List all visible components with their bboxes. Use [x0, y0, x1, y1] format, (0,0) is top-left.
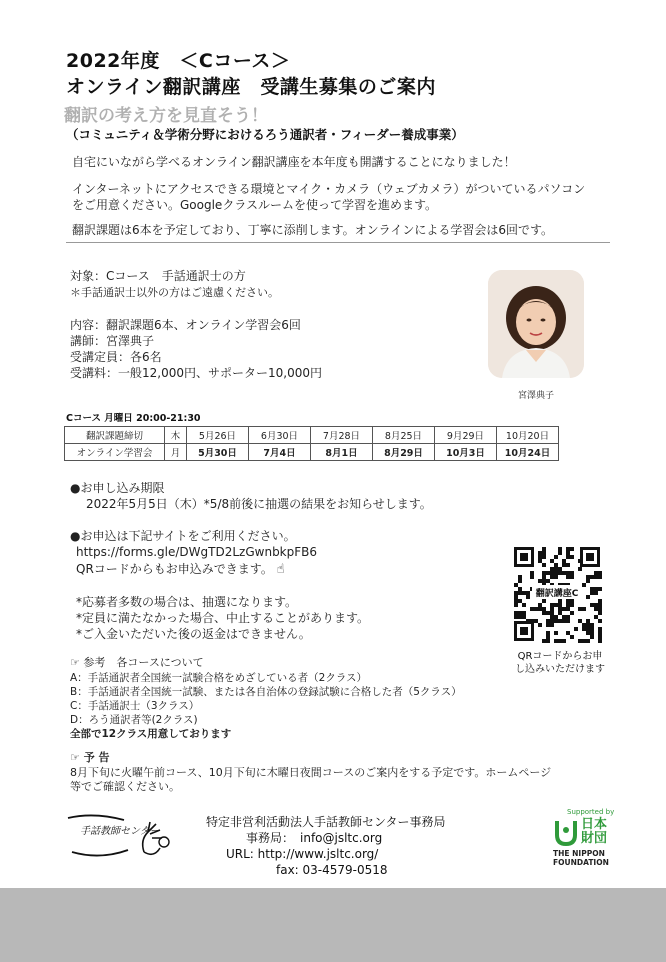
qr-module: [562, 639, 566, 643]
date-cell: 5月30日: [187, 444, 249, 461]
nippon-foundation-logo: [553, 808, 643, 878]
qr-module: [558, 611, 562, 615]
page-title: 2022年度 ＜Cコース＞: [66, 50, 291, 72]
qr-module: [546, 623, 550, 627]
qr-module: [558, 603, 562, 607]
qr-module: [566, 603, 570, 607]
qr-module: [558, 551, 562, 555]
qr-module: [558, 547, 562, 551]
qr-module: [578, 567, 582, 571]
qr-module: [582, 607, 586, 611]
date-cell: 7月4日: [249, 444, 311, 461]
qr-module: [542, 571, 546, 575]
nf-en-line2: FOUNDATION: [553, 858, 609, 867]
intro-paragraph-2-line1: インターネットにアクセスできる環境とマイク・カメラ（ウェブカメラ）がついているパソコン: [72, 182, 586, 196]
qr-module: [530, 607, 534, 611]
qr-module: [598, 571, 602, 575]
qr-module: [546, 571, 550, 575]
qr-module: [578, 559, 582, 563]
qr-module: [546, 635, 550, 639]
target-note: ＊手話通訳士以外の方はご遠慮ください。: [70, 286, 279, 299]
row-label: 翻訳課題締切: [65, 427, 165, 444]
qr-module: [594, 575, 598, 579]
qr-module: [594, 603, 598, 607]
qr-module: [558, 599, 562, 603]
qr-module: [522, 591, 526, 595]
qr-module: [594, 615, 598, 619]
capacity-text: 受講定員：各6名: [70, 350, 162, 364]
date-cell: 8月1日: [311, 444, 373, 461]
qr-module: [570, 611, 574, 615]
qr-module: [598, 635, 602, 639]
photo-caption: 宮澤典子: [517, 391, 554, 401]
qr-module: [526, 591, 530, 595]
qr-module: [594, 587, 598, 591]
qr-module: [586, 575, 590, 579]
nf-jp-line2: 財団: [581, 831, 608, 846]
qr-code[interactable]: [512, 545, 602, 643]
qr-module: [550, 603, 554, 607]
qr-module: [538, 551, 542, 555]
qr-module: [586, 619, 590, 623]
qr-module: [598, 607, 602, 611]
qr-module: [534, 607, 538, 611]
qr-module: [598, 575, 602, 579]
qr-module: [582, 623, 586, 627]
table-row: [65, 427, 559, 444]
qr-module: [526, 595, 530, 599]
qr-module: [590, 627, 594, 631]
qr-module: [586, 627, 590, 631]
qr-module: [598, 599, 602, 603]
qr-module: [550, 611, 554, 615]
qr-module: [546, 619, 550, 623]
qr-module: [538, 623, 542, 627]
qr-module: [546, 639, 550, 643]
lecturer-text: 講師：宮澤典子: [70, 334, 155, 348]
qr-module: [554, 575, 558, 579]
qr-module: [566, 551, 570, 555]
qr-module: [586, 623, 590, 627]
date-cell: 8月29日: [373, 444, 435, 461]
qr-module: [522, 611, 526, 615]
qr-module: [590, 603, 594, 607]
qr-module: [554, 571, 558, 575]
qr-module: [538, 607, 542, 611]
qr-module: [586, 639, 590, 643]
qr-instruction: [76, 561, 285, 578]
qr-module: [518, 579, 522, 583]
schedule-table: [64, 426, 559, 461]
qr-module: [550, 567, 554, 571]
qr-module: [514, 615, 518, 619]
qr-module: [562, 559, 566, 563]
notice-heading: [70, 751, 110, 765]
qr-module: [570, 547, 574, 551]
pointing-hand-icon: ☝: [276, 562, 285, 577]
qr-module: [562, 563, 566, 567]
office-email[interactable]: 事務局： info@jsltc.org: [246, 831, 383, 845]
qr-module: [538, 555, 542, 559]
qr-module: [594, 591, 598, 595]
logo-text: 手話教師センター: [80, 826, 160, 837]
qr-module: [538, 603, 542, 607]
qr-module: [518, 587, 522, 591]
qr-module: [558, 607, 562, 611]
qr-module: [570, 635, 574, 639]
qr-module: [514, 591, 518, 595]
qr-module: [554, 603, 558, 607]
qr-instruction-text: QRコードからもお申込みできます。: [76, 562, 273, 576]
lecturer-photo: [488, 270, 584, 378]
page-title-line2: オンライン翻訳講座 受講生募集のご案内: [66, 76, 436, 98]
note-3: *ご入金いただいた後の返金はできません。: [76, 627, 311, 641]
schedule-title: Cコース 月曜日 20:00-21:30: [66, 413, 201, 424]
intro-paragraph-1: 自宅にいながら学べるオンライン翻訳講座を本年度も開講することになりました！: [72, 155, 516, 169]
qr-module: [558, 571, 562, 575]
date-cell: 9月29日: [435, 427, 497, 444]
qr-module: [590, 587, 594, 591]
qr-module: [530, 571, 534, 575]
qr-module: [598, 603, 602, 607]
subtitle: （コミュニティ＆学術分野におけるろう通訳者・フィーダー養成事業）: [66, 127, 464, 142]
qr-module: [578, 639, 582, 643]
note-2: *定員に満たなかった場合、中止することがあります。: [76, 611, 370, 625]
apply-url-link[interactable]: https://forms.gle/DWgTD2LzGwnbkpFB6: [76, 545, 318, 559]
qr-module: [570, 599, 574, 603]
qr-module: [586, 579, 590, 583]
qr-module: [542, 607, 546, 611]
course-d: D：ろう通訳者等(2クラス): [70, 714, 198, 726]
qr-module: [546, 579, 550, 583]
qr-module: [570, 603, 574, 607]
qr-module: [554, 631, 558, 635]
qr-module: [542, 579, 546, 583]
qr-module: [534, 619, 538, 623]
qr-module: [578, 607, 582, 611]
qr-module: [550, 571, 554, 575]
qr-module: [542, 555, 546, 559]
qr-module: [550, 619, 554, 623]
qr-module: [582, 639, 586, 643]
qr-module: [522, 603, 526, 607]
nf-mark-icon: [553, 817, 579, 847]
qr-module: [550, 559, 554, 563]
qr-module: [542, 575, 546, 579]
qr-module: [590, 591, 594, 595]
qr-module: [570, 571, 574, 575]
qr-module: [598, 631, 602, 635]
qr-module: [594, 607, 598, 611]
note-1: *応募者多数の場合は、抽選になります。: [76, 595, 298, 609]
fax-number: fax: 03-4579-0518: [276, 863, 388, 877]
date-cell: 5月26日: [187, 427, 249, 444]
qr-module: [542, 563, 546, 567]
date-cell: 10月20日: [497, 427, 559, 444]
qr-caption: [510, 650, 610, 676]
qr-module: [518, 575, 522, 579]
qr-module: [590, 623, 594, 627]
qr-module: [514, 599, 518, 603]
qr-module: [586, 631, 590, 635]
nf-jp-line1: 日本: [581, 817, 608, 832]
qr-module: [566, 555, 570, 559]
qr-module: [598, 627, 602, 631]
qr-module: [514, 583, 518, 587]
qr-module: [598, 611, 602, 615]
courses-heading-text: 参考 各コースについて: [83, 656, 204, 669]
course-c: C：手話通訳士（3クラス）: [70, 700, 200, 712]
qr-module: [522, 615, 526, 619]
qr-module: [590, 575, 594, 579]
deadline-heading: ●お申し込み期限: [70, 481, 165, 495]
qr-module: [530, 575, 534, 579]
row-label: オンライン学習会: [65, 444, 165, 461]
qr-module: [542, 551, 546, 555]
qr-module: [566, 631, 570, 635]
qr-module: [566, 619, 570, 623]
pointing-hand-icon: ☞: [70, 751, 80, 764]
notice-heading-text: 予 告: [83, 751, 110, 764]
notice-line2: 等でご確認ください。: [70, 780, 180, 793]
intro-paragraph-2-line2: をご用意ください。Googleクラスルームを使って学習を進めます。: [72, 198, 437, 212]
date-cell: 8月25日: [373, 427, 435, 444]
date-cell: 10月3日: [435, 444, 497, 461]
qr-module: [538, 559, 542, 563]
qr-module: [558, 619, 562, 623]
qr-module: [542, 547, 546, 551]
qr-label: 翻訳講座C: [535, 589, 579, 599]
content-text: 内容：翻訳課題6本、オンライン学習会6回: [70, 318, 301, 332]
qr-module: [566, 547, 570, 551]
row-day: 木: [165, 427, 187, 444]
bottom-band: [0, 888, 666, 962]
course-b: B：手話通訳者全国統一試験、または各自治体の登録試験に合格した者（5クラス）: [70, 686, 462, 698]
qr-caption-line2: し込みいただけます: [515, 664, 605, 675]
qr-module: [554, 615, 558, 619]
course-a: A：手話通訳者全国統一試験合格をめざしている者（2クラス）: [70, 672, 368, 684]
qr-module: [554, 639, 558, 643]
qr-module: [542, 611, 546, 615]
qr-module: [586, 595, 590, 599]
qr-module: [566, 599, 570, 603]
target-text: 対象：Cコース 手話通訳士の方: [70, 269, 246, 283]
qr-module: [582, 583, 586, 587]
qr-module: [542, 599, 546, 603]
intro-paragraph-2: [72, 181, 612, 213]
qr-module: [554, 619, 558, 623]
jsltc-logo: [64, 808, 174, 868]
qr-module: [550, 575, 554, 579]
qr-module: [558, 567, 562, 571]
qr-module: [570, 555, 574, 559]
row-day: 月: [165, 444, 187, 461]
org-name: 特定非営利活動法人手話教師センター事務局: [206, 815, 446, 829]
qr-module: [538, 579, 542, 583]
catchphrase: 翻訳の考え方を見直そう！: [64, 106, 268, 126]
qr-module: [590, 631, 594, 635]
courses-heading: [70, 656, 204, 670]
qr-module: [554, 555, 558, 559]
qr-module: [546, 611, 550, 615]
qr-module: [514, 611, 518, 615]
courses-total: 全部で12クラス用意しております: [70, 728, 232, 740]
intro-paragraph-3: 翻訳課題は6本を予定しており、丁寧に添削します。オンラインによる学習会は6回です。: [72, 223, 553, 237]
date-cell: 6月30日: [249, 427, 311, 444]
apply-heading: ●お申込は下記サイトをご利用ください。: [70, 529, 296, 543]
qr-module: [546, 631, 550, 635]
qr-module: [590, 635, 594, 639]
qr-module: [558, 639, 562, 643]
qr-module: [562, 619, 566, 623]
qr-module: [598, 619, 602, 623]
qr-module: [594, 571, 598, 575]
qr-module: [578, 619, 582, 623]
qr-module: [518, 615, 522, 619]
qr-module: [542, 639, 546, 643]
qr-caption-line1: QRコードからお申: [517, 651, 603, 662]
qr-module: [598, 639, 602, 643]
qr-module: [566, 563, 570, 567]
deadline-text: 2022年5月5日（木）*5/8前後に抽選の結果をお知らせします。: [86, 497, 432, 511]
qr-module: [518, 591, 522, 595]
qr-module: [566, 607, 570, 611]
qr-module: [530, 619, 534, 623]
qr-module: [562, 571, 566, 575]
qr-module: [514, 603, 518, 607]
fee-text: 受講料：一般12,000円、サポーター10,000円: [70, 366, 322, 380]
qr-module: [550, 623, 554, 627]
qr-module: [554, 567, 558, 571]
qr-module: [554, 563, 558, 567]
divider: [66, 242, 610, 243]
website-link[interactable]: URL: http://www.jsltc.org/: [226, 847, 379, 861]
date-cell: 10月24日: [497, 444, 559, 461]
pointing-hand-icon: ☞: [70, 656, 80, 669]
qr-module: [562, 615, 566, 619]
qr-module: [566, 615, 570, 619]
qr-module: [562, 607, 566, 611]
qr-module: [598, 587, 602, 591]
qr-module: [514, 595, 518, 599]
qr-module: [550, 607, 554, 611]
table-row: [65, 444, 559, 461]
qr-module: [518, 611, 522, 615]
qr-module: [574, 627, 578, 631]
qr-module: [526, 619, 530, 623]
qr-module: [518, 599, 522, 603]
qr-module: [566, 571, 570, 575]
date-cell: 7月28日: [311, 427, 373, 444]
nf-en-line1: THE NIPPON: [553, 849, 605, 858]
notice-line1: 8月下旬に火曜午前コース、10月下旬に木曜日夜間コースのご案内をする予定です。ホームページ: [70, 766, 552, 779]
qr-module: [550, 615, 554, 619]
qr-module: [570, 575, 574, 579]
qr-module: [566, 575, 570, 579]
qr-module: [582, 627, 586, 631]
supported-by-text: Supported by: [567, 808, 615, 816]
